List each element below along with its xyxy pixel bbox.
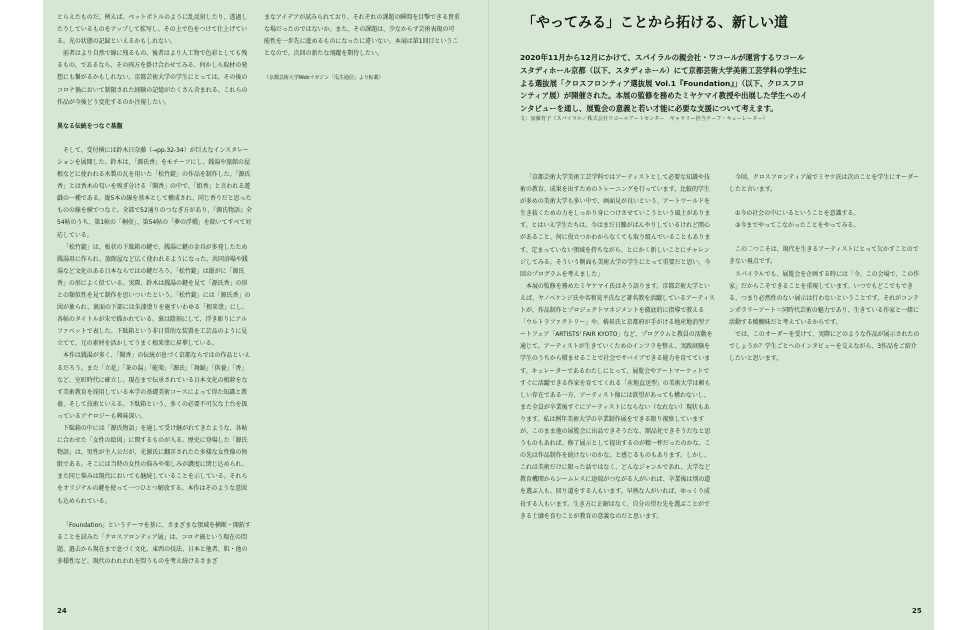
page-number-left: 24 <box>57 607 67 615</box>
body-paragraph: 「京都芸術大学美術工芸学科ではアーティストとして必要な知識や技術の教育、成果を出すためのトレーニングを行っています。比較的学生が多めの美術大学も多い中で、画面見が良いという、アートワールドを生き抜くための力をしっかり身につけさせていこうという風土があります。とはいえ学生たちは、今はまだ日難がばんやりしているけれど関心があること、何に役立つかわからなくても取り組んでいることもあります。定まっていない領域を持ちながら、とにかく新しいことにチャレンジしてみる。そういう側面も美術大学の学生にとって重要だと思い、今回のプログラムを考えました」 <box>520 174 711 278</box>
section-heading: 異なる伝統をつなぐ基盤 <box>57 122 123 130</box>
left-column-1 <box>57 12 252 568</box>
body-paragraph: 「Foundation」というテーマを基に、さまざまな領域を横断・開拓することを試みた「クロスフロンティア展」は、コロナ禍という現在の問題、過去から現在まで息づく文化、東西の技法、日本と他者、肌・他の多様性など、現代のわれわれを問うものを考え続けるさまざ <box>57 521 251 565</box>
body-paragraph: 本展の監修を務めたミヤケマイ氏はそう語ります。京都芸術大学といえば、ヤノベケンジ氏や名和晃平氏など著名教を活躍しているアーティストが、作品制作とプロジェクトマネジメントを徹底的に指導で教える「ウルトラファクトリー」や、椿昇氏と京都府が手がける地産地消型アートフェア「ARTISTS' FAIR KYOTO」など、プログラムと教員の活動を通じて、アーティストが生きていくためのインフラを整え、実践経験を学生のうちから積ませることで社会でサバイブできる能力を育てています。キュレーターであるわたしにとって、展覧会やアートマーケットですぐに活躍できる作家を育ててくれる「産地直送型」の美術大学は頼もしい存在である一方、アーティスト像には欲望があっても構わないし、また全員が卒業後すぐにアーティストにならない（なれない）現状もあります。私は例年美術大学の卒業制作展をできる限り視察していますが、このまま他の展覧会に出品できそうだな、額品化できそうだなと思うものもあれば、修了展示として提出するのが精一杯だったのかな、この先は作品制作を続けないのかな、と感じるものもあります。しかし、これは美術だけに限った話ではなく、どんなジャンルであれ、大学など教育機関からシームレスに途端がつながる人がいれば、卒業後は別の道を選ぶ人も、回り道をする人もいます。早熟な人がいれば、ゆっくり成長する人もいます。生き方に正解はなく、自分の望む先を選ぶことができる土壌を育むことが教育の意義なのだと思います。 <box>520 282 715 520</box>
page-number-right: 25 <box>912 607 922 615</box>
article-lead: 2020年11月から12月にかけて、スパイラルの親会社・ワコールが運営するワコールスタディホール京都（以下、スタディホール）にて京都芸術大学美術工芸学科の学生による選抜展「クロスフロンティア選抜展 Vol.1『Foundation』」（以下、クロスフロンティア展）が開催された。本展の監修を務めたミヤケマイ教授や出展した学生へのインタビューを通し、展覧会の意義と若い才能に必要な支援について考えます。 <box>520 53 808 114</box>
article-byline: 文：加藤育子（スパイラル／株式会社ワコールアートセンター ギャラリー担当チーフ・キューレーター） <box>520 116 768 122</box>
body-paragraph: 「松竹錠」は、板状の下駄箱の鍵で、銭湯に鍵の金具が多発したため銭湯用に作られ、旅館屋など広く使われるようになった。共同浴場や銭湯など文化のある日本ならではの鍵だろう。「松竹錠」は縦がに「源氏香」の形によく似ている。実際、鈴木は銭湯の鍵を見て「源氏香」の形との類似性を見て制作を思いついたという。「松竹錠」には「源氏香」の図が象られ、裏面の下部には朱漆塗りを施すいわゆる「根来塗」にし、各帖のタイトルが朱で描かれている。裏は陰刻にして、浮き彫りにアルファベットで表した。下駄箱という非日常的な装置を工芸品のように見立てて、元の素材を活かしてうまく根来塗に昇華している。 <box>57 243 251 348</box>
body-paragraph: 前者はより自然で線に残るもの、後者はより人工物で色彩としても残るもの。であるなら、その両方を掛け合わせてみる、何かしら取材の発想にも繋がるかもしれない。京都芸術大学の学生にとっては、その後のコロナ禍において制限された経験の記憶がたくさん含まれる。これらの作品が今後どう変化するのか注視したい。 <box>57 50 248 106</box>
body-paragraph: では、このオーダーを受けて、実際にどのような作品が展示されたのでしょうか？学生ごとへのインタビューを交えながら、3作品をご紹介したいと思います。 <box>729 331 920 363</box>
body-paragraph: スパイラルでも、展覧会を企画する時には「今、この会場で、この作家」だからこそできることを重視しています。いつでもどこでもできる、つまり必然性のない展示は行わないということです。それがコンテンポラリーアート＝同時代芸術の魅力であり、生きている作家と一緒に活動する醍醐味だと考えているからです。 <box>729 270 920 326</box>
body-paragraph: とらえたものだ。例えば、ペットボトルのように乱反射したり、透過したりしているものをアップして拡写し、その上で色をつけて仕上げている。光の状態の記録といえるかもしれない。 <box>57 14 248 46</box>
left-column-2 <box>264 12 460 84</box>
body-paragraph: そして、受付横には鈴木日奈藤（→pp.32-34）が巨大なインスタレーションを展開した。鈴木は、「源氏香」をモチーフにし、銭湯や旅館の屋根などに使われる木製の瓦を用いた「松竹錠」の作品を制作した。「源氏香」とは香木の匂いを嗅ぎ分ける「聞香」の中で、「組香」と言われる遊戯の一種である。縦5本の線を基本として構成され、同じ香りだと思ったものの線を横でつなぐ。全部で52通りのつなぎ方があり、『源氏物語』全54帖のうち、第1帖の「桐壺」、第54帖の「夢の浮橋」を除いてすべて対応している。 <box>57 146 252 239</box>
list-item: ①今の社会の中にいるということを意識する。 <box>735 210 860 218</box>
source-note: （京都芸術大学Webマガジン「瓜生通信」より転載） <box>264 75 384 82</box>
list-item: ②今までやってこなかったことをやってみる。 <box>735 222 860 230</box>
article-title: 「やってみる」ことから拓ける、新しい道 <box>522 15 788 31</box>
page-gutter <box>488 0 489 630</box>
body-paragraph: まなアイデアが試みられており、それぞれの課題の瞬間を目撃できる貴重な場だったのではないか。また、その課題は、少なからず芸術表現の可能性を一歩先に進めるものになったに違いない。本展は第1回目ということなので、次回の新たな飛躍を期待したい。 <box>264 14 460 58</box>
body-paragraph: 今回、クロスフロンティア展でミヤケ氏は次のことを学生にオーダーしたと言います。 <box>729 174 919 194</box>
right-column-2 <box>729 172 921 365</box>
body-paragraph: 下駄箱の中には「源氏物語」を通して受け継がれてきたような、各帖に合わせた「女性の絵図」に関するものが入る。歴史に登場した「源氏物語」は、男性が主人公だが、光源氏に翻弄されたた多様な女性像の無限である。そこには当時の女性の悩みや楽しみが濃度に閉じ込められ、また同じ悩みは現代においても継続していることを示している。それらをオリジナルの鍵を使って一つひとつ解放する。本作はそのような意図も込められている。 <box>57 425 248 505</box>
body-paragraph: 本作は銭湯が多く、「聞香」の伝統が息づく京都ならではの作品といえるだろう。また「立花」「茶の湯」「能楽」「源氏」「舞踊」「供養」「香」など、室町時代に確立し、現在まで伝承されている日本文化の根幹をなす美術教育を採用している本学の基礎美術コースによって得た知識と教養、そして技術といえる。下駄箱という、多くの必要不可欠な土台を扱っているアナロジーも興味深い。 <box>57 352 251 420</box>
body-paragraph: この二つこそは、現代を生きるアーティストにとって欠かすことのできない視点です。 <box>729 246 919 266</box>
right-column-1 <box>520 172 715 523</box>
